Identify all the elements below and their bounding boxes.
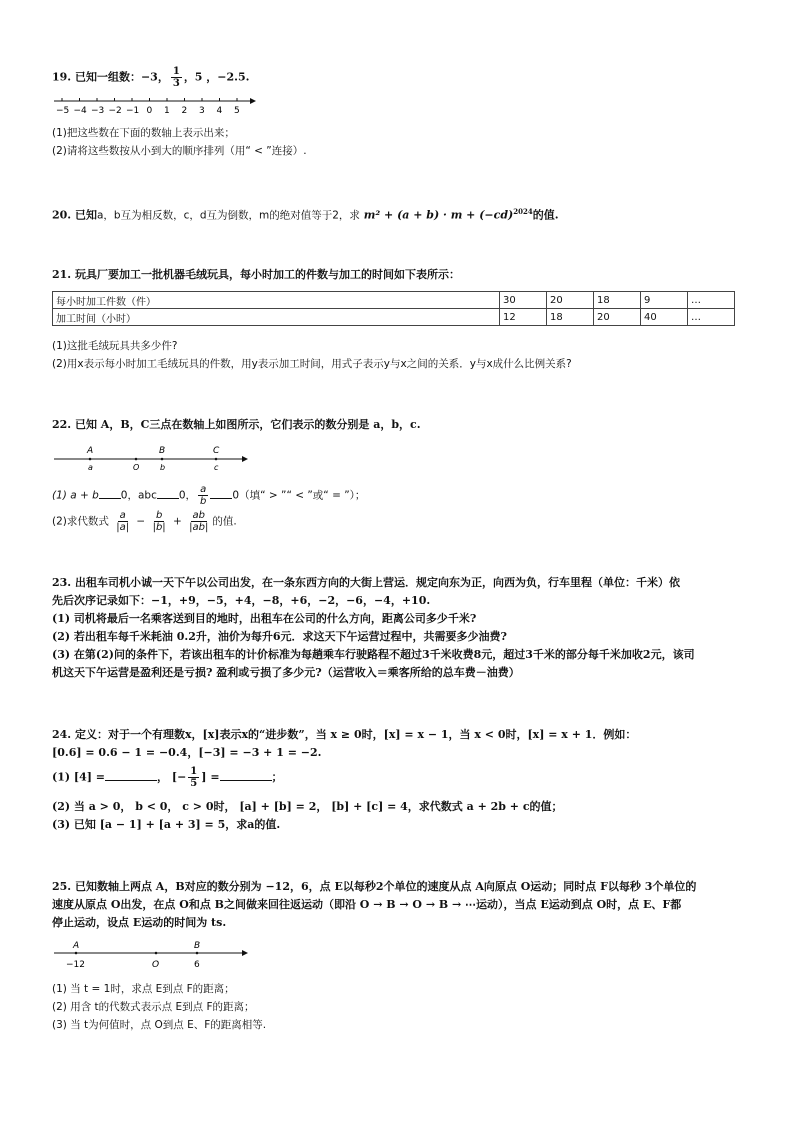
q20-title: 20. 已知a，b互为相反数，c，d互为倒数，m的绝对值等于2，求 $m^2 + (a + b) \cdot m + (-cd)^{2024}$的值. [52, 207, 559, 222]
q25-line1: 25. 已知数轴上两点 A，B对应的数分别为 −12，6，点 E以每秒2个单位的速度从点 A向原点 O运动；同时点 F以每秒 3个单位的 [52, 880, 697, 893]
table-cell: 9 [641, 292, 688, 309]
q22-number-line [52, 443, 252, 473]
q21-part2: (2)用x表示每小时加工毛绒玩具的件数，用y表示加工时间，用式子表示y与x之间的关系．y与x成什么比例关系? [52, 358, 572, 370]
q22-label-a-top: A [87, 446, 94, 456]
q25-label-neg12: −12 [66, 960, 85, 970]
axis-tick-label: −4 [73, 106, 87, 116]
q21-title: 21. 玩具厂要加工一批机器毛绒玩具，每小时加工的件数与加工的时间如下表所示： [52, 268, 460, 281]
table-cell: 每小时加工件数（件） [53, 292, 500, 309]
blank[interactable] [220, 770, 272, 781]
q19-part2: (2)请将这些数按从小到大的顺序排列（用“ < ”连接）. [52, 145, 307, 157]
q25-line2: 速度从原点 O出发，在点 O和点 B之间做来回往返运动（即沿 O → B → O → B → ⋯运动），当点 E运动到点 O时，点 E、F都 [52, 898, 682, 911]
q25-number-line [52, 940, 252, 974]
blank[interactable] [210, 488, 232, 499]
q19-title: 19. 已知一组数：−3， $\frac{1}{3}$ ，5 ，−2.5. [52, 66, 250, 89]
axis-tick-label: 4 [216, 106, 223, 116]
table-cell: 30 [500, 292, 547, 309]
q25-label-o: O [152, 960, 160, 970]
table-cell: 12 [500, 309, 547, 326]
table-cell: 加工时间（小时） [53, 309, 500, 326]
blank[interactable] [105, 770, 157, 781]
table-cell: 18 [594, 292, 641, 309]
q23-part3-cont: 机这天下午运营是盈利还是亏损? 盈利或亏损了多少元?（运营收入＝乘客所给的总车费－油费） [52, 666, 520, 679]
table-cell: … [688, 292, 735, 309]
axis-tick-label: −5 [56, 106, 70, 116]
q22-label-b-top: B [159, 446, 166, 456]
q25-label-a: A [73, 941, 80, 951]
q23-part3: (3) 在第(2)问的条件下，若该出租车的计价标准为每趟乘车行驶路程不超过3千米收费8元，超过3千米的部分每千米加收2元，该司 [52, 648, 695, 661]
q22-label-a: a [88, 463, 93, 472]
q25-label-6: 6 [194, 960, 200, 970]
axis-tick-label: 3 [199, 106, 205, 116]
blank[interactable] [157, 488, 179, 499]
q22-label-b: b [160, 463, 166, 472]
q22-label-c-top: C [213, 446, 220, 456]
q23-part2: (2) 若出租车每千米耗油 0.2升，油价为每升6元．求这天下午运营过程中，共需要多少油费? [52, 630, 507, 643]
q22-label-o: O [133, 463, 140, 472]
q25-part2: (2) 用含 t的代数式表示点 E到点 F的距离； [52, 1001, 255, 1013]
q22-part1: (1) a + b 0，abc 0， $\frac{a}{b}$ 0（填“ > ”“ < ”或“ = ”）； [52, 484, 366, 507]
q22-title: 22. 已知 A，B，C三点在数轴上如图所示，它们表示的数分别是 a，b，c. [52, 418, 421, 431]
axis-tick-label: −1 [126, 106, 140, 116]
q24-part1: (1) [4] = ， [− $\frac{1}{5}$ ] = ； [52, 766, 283, 789]
q25-line3: 停止运动，设点 E运动的时间为 ts. [52, 916, 227, 929]
q23-line1: 23. 出租车司机小诚一天下午以公司出发，在一条东西方向的大街上营运．规定向东为正，向西为负，行车里程（单位：千米）依 [52, 576, 680, 589]
axis-tick-label: 5 [234, 106, 240, 116]
q19-number-line [52, 94, 262, 120]
table-cell: … [688, 309, 735, 326]
q19-fraction: $\frac{1}{3}$ [172, 66, 180, 89]
q24-line2: [0.6] = 0.6 − 1 = −0.4，[−3] = −3 + 1 = −2. [52, 746, 322, 759]
q21-table [52, 291, 735, 326]
axis-tick-label: 1 [164, 106, 170, 116]
q22-label-c: c [214, 463, 219, 472]
axis-tick-label: 2 [181, 106, 188, 116]
table-row [53, 309, 735, 326]
axis-tick-label: −3 [91, 106, 105, 116]
q25-label-b: B [194, 941, 201, 951]
table-cell: 40 [641, 309, 688, 326]
axis-tick-label: −2 [108, 106, 122, 116]
q25-part3: (3) 当 t为何值时，点 O到点 E、F的距离相等. [52, 1019, 267, 1031]
q25-part1: (1) 当 t = 1时，求点 E到点 F的距离； [52, 983, 235, 995]
table-cell: 18 [547, 309, 594, 326]
q24-line1: 24. 定义：对于一个有理数x，[x]表示x的“进步数”，当 x ≥ 0时，[x] = x − 1，当 x < 0时，[x] = x + 1．例如： [52, 728, 637, 741]
table-row [53, 292, 735, 309]
axis-tick-label: 0 [146, 106, 153, 116]
table-cell: 20 [594, 309, 641, 326]
q23-line2: 先后次序记录如下：−1，+9，−5，+4，−8，+6，−2，−6，−4，+10. [52, 594, 431, 607]
q22-part2: (2)求代数式 $\frac{a}{|a|}$ − $\frac{b}{|b|}$ + $\frac{ab}{|ab|}$ 的值. [52, 510, 237, 533]
q21-part1: (1)这批毛绒玩具共多少件? [52, 340, 178, 352]
q23-part1: (1) 司机将最后一名乘客送到目的地时，出租车在公司的什么方向，距离公司多少千米? [52, 612, 477, 625]
q19-part1: (1)把这些数在下面的数轴上表示出来； [52, 127, 235, 139]
blank[interactable] [99, 488, 121, 499]
q24-part2: (2) 当 a > 0， b < 0， c > 0时， [a] + [b] = 2， [b] + [c] = 4，求代数式 a + 2b + c的值； [52, 800, 563, 813]
q24-part3: (3) 已知 [a − 1] + [a + 3] = 5，求a的值. [52, 818, 281, 831]
table-cell: 20 [547, 292, 594, 309]
